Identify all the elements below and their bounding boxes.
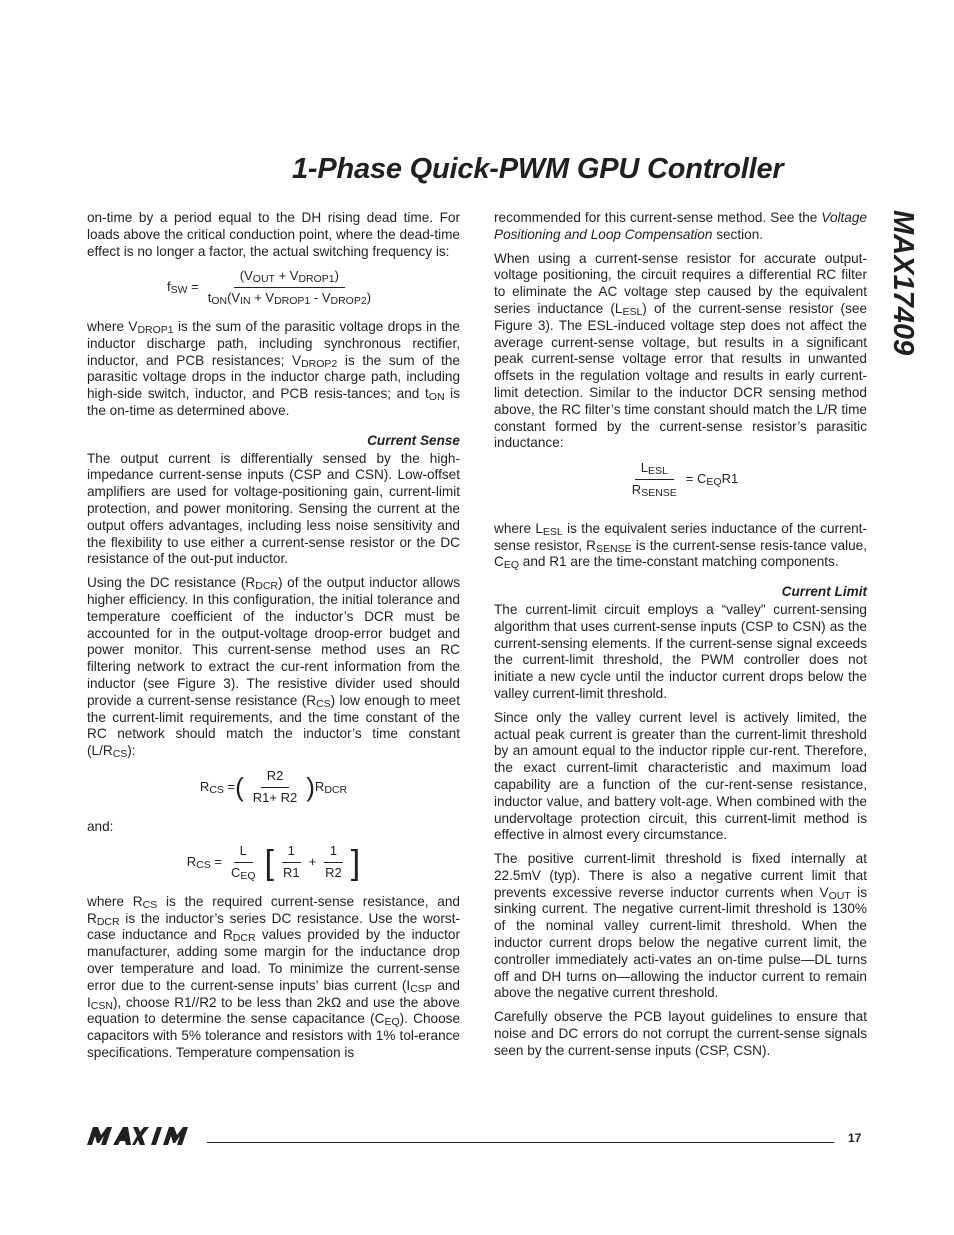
eq-numerator: $(V_{OUT} + V_{DROP1})$ (234, 268, 345, 288)
paragraph: on-time by a period equal to the DH rising dead time. For loads above the critical conduction point, where the dead-time effect is no longer a factor, the actual switching frequency is: (87, 210, 460, 259)
part-number-text: MAX17409 (887, 210, 919, 356)
paragraph: and: (87, 818, 114, 834)
page-title: 1-Phase Quick-PWM GPU Controller (292, 153, 784, 185)
maxim-logo (87, 1127, 199, 1145)
eq-lhs: $f_{SW}$ = (166, 279, 199, 297)
paragraph: recommended for this current-sense method. See the Voltage Positioning and Loop Compensation section. (494, 210, 867, 242)
right-column (494, 210, 867, 1067)
eq-fraction (202, 268, 377, 307)
eq-fraction: $\frac{L_{ESL}}{R_{SENSE}}$ (631, 460, 677, 499)
eq-fraction: $\frac{L}{C_{EQ}}$ (230, 843, 256, 883)
eq-fraction: $\frac{1}{R2}$ (325, 843, 342, 881)
equation-rcs-ceq: $R_{CS}$ = $\frac{L}{C_{EQ}}$ [ $\frac{1}{R1}$ + $\frac{1}{R2}$ ] (186, 843, 361, 883)
equation-lesl: $\frac{L_{ESL}}{R_{SENSE}}$ = $C_{EQ}R1$ (494, 460, 867, 499)
paragraph: where $L_{ESL}$ is the equivalent series inductance of the current-sense resistor, $R_{SENSE}$ is the current-sense resis-tance value, $C_{EQ}$ and R1 are the time-constant matching components. (494, 520, 867, 572)
eq-fraction: $\frac{R2}{R1+ R2}$ (252, 767, 298, 805)
left-column (87, 210, 460, 1069)
paragraph: The output current is differentially sensed by the high-impedance current-sense inputs (CSP and CSN). Low-offset amplifiers are used for voltage-positioning gain, current-limit protection, and power monitoring. Sensing the current at the output offers advantages, including less noise sensitivity and the flexibility to use either a current-sense resistor or the DC resistance of the out-put inductor. (87, 450, 460, 567)
paragraph: The current-limit circuit employs a “valley” current-sensing algorithm that uses current-sense inputs (CSP to CSN) as the current-sensing elements. If the current-sense signal exceeds the current-limit threshold, the PWM controller does not initiate a new cycle until the inductor current drops below the valley current-limit threshold. (494, 601, 867, 701)
equation-fsw (87, 268, 460, 307)
paragraph: When using a current-sense resistor for accurate output-voltage positioning, the circuit requires a differential RC filter to eliminate the AC voltage step caused by the equivalent series inductance $(L_{ESL})$ of the current-sense resistor (see Figure 3). The ESL-induced voltage step does not affect the average current-sense voltage, but results in a significant peak current-sense voltage error that results in unwanted offsets in the regulation voltage and results in early current-limit detection. Similar to the inductor DCR sensing method above, the RC filter’s time constant should match the L/R time constant formed by the current-sense resistor’s parasitic inductance: (494, 250, 868, 451)
paragraph: The positive current-limit threshold is fixed internally at 22.5mV (typ). There is also a negative current limit that prevents excessive reverse inductor currents when $V_{OUT}$ is sinking current. The negative current-limit threshold is 130% of the nominal valley current-limit threshold. When the inductor current drops below the negative current limit, the controller immediately acti-vates an on-time pulse—DL turns off and DH turns on—allowing the inductor current to remain above the negative current threshold. (494, 851, 868, 1001)
equation-rcs-dcr: $R_{CS}$ = ( $\frac{R2}{R1+ R2}$ ) $R_{DCR}$ (199, 767, 348, 805)
paragraph: Using the DC resistance $(R_{DCR})$ of the output inductor allows higher efficiency. In this configuration, the initial tolerance and temperature coefficient of the inductor’s DCR must be accounted for in the output-voltage droop-error budget and power monitor. This current-sense method uses an RC filtering network to extract the cur-rent information from the inductor (see Figure 3). The resistive divider used should provide a current-sense resistance $(R_{CS})$ low enough to meet the current-limit requirements, and the time constant of the RC network should match the inductor’s time constant $(L/R_{CS})$: (87, 575, 460, 761)
page-number: 17 (848, 1131, 862, 1145)
eq-denominator: $t_{ON}(V_{IN} + V_{DROP1} - V_{DROP2})$ (207, 290, 372, 308)
paragraph: Since only the valley current level is actively limited, the actual peak current is greater than the current-limit threshold by an amount equal to the inductor ripple cur-rent. Therefore, the exact current-limit characteristic and maximum load capability are a function of the cur-rent-sense resistance, inductor value, and battery volt-age. When combined with the undervoltage protection circuit, this current-limit method is effective in almost every circumstance. (494, 709, 867, 843)
paragraph: where $R_{CS}$ is the required current-sense resistance, and $R_{DCR}$ is the inductor’s series DC resistance. Use the worst-case inductance and $R_{DCR}$ values provided by the inductor manufacturer, adding some margin for the inductance drop over temperature and load. To minimize the current-sense error due to the current-sense inputs’ bias current ($I_{CSP}$ and $I_{CSN}$), choose R1//R2 to be less than 2kΩ and use the above equation to determine the sense capacitance $(C_{EQ})$. Choose capacitors with 5% tolerance and resistors with 1% tol-erance specifications. Temperature compensation is (87, 893, 461, 1061)
paragraph: where $V_{DROP1}$ is the sum of the parasitic voltage drops in the inductor discharge path, including synchronous rectifier, inductor, and PCB resistances; $V_{DROP2}$ is the sum of the parasitic voltage drops in the inductor charge path, including high-side switch, inductor, and PCB resis-tances; and $t_{ON}$ is the on-time as determined above. (87, 318, 460, 418)
section-heading: Current Limit (781, 584, 867, 600)
footer-rule (207, 1142, 834, 1143)
part-number-vertical (889, 210, 919, 410)
paragraph: Carefully observe the PCB layout guidelines to ensure that noise and DC errors do not corrupt the current-sense signals seen by the current-sense inputs (CSP, CSN). (494, 1009, 867, 1058)
section-heading: Current Sense (367, 432, 460, 448)
eq-fraction: $\frac{1}{R1}$ (282, 843, 300, 881)
